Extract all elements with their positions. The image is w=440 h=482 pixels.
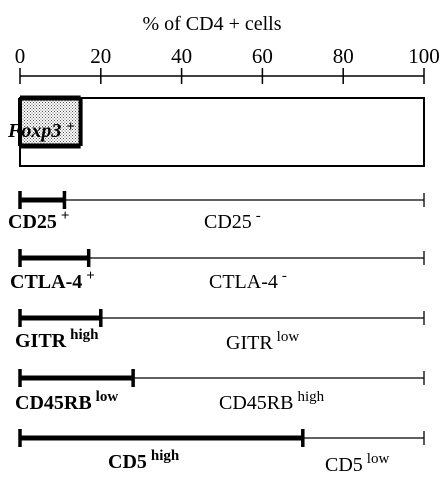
x-tick-label-40: 40: [171, 44, 193, 68]
row-cd5: [20, 429, 424, 476]
x-tick-label-0: 0: [14, 44, 26, 68]
x-tick-label-20: 20: [90, 44, 112, 68]
row-cd45rb: [15, 369, 424, 414]
row-left-label: GITR $^{high}$: [15, 327, 99, 352]
foxp3-label: Foxp3 +: [8, 119, 75, 142]
row-right-label: GITR $^{low}$: [226, 329, 300, 354]
row-left-label: CD45RB $^{low}$: [15, 389, 119, 414]
row-right-label: CD45RB $^{high}$: [219, 389, 325, 414]
row-right-label: CD5 $^{low}$: [325, 451, 390, 476]
row-right-label: CD25 -: [204, 208, 261, 233]
chart-title: % of CD4 + cells: [142, 13, 282, 35]
x-tick-label-80: 80: [332, 44, 354, 68]
row-right-label: CTLA-4 -: [209, 268, 287, 293]
row-ctla-4: [10, 249, 424, 293]
foxp3-box: [7, 98, 424, 166]
x-tick-label-60: 60: [251, 44, 273, 68]
row-gitr: [15, 309, 424, 354]
row-cd25: [8, 191, 424, 233]
row-left-label: CD25 +: [8, 208, 70, 233]
x-tick-label-100: 100: [408, 44, 440, 68]
marker-rows: [8, 191, 424, 476]
row-left-label: CTLA-4 +: [10, 268, 95, 293]
x-axis: [15, 44, 440, 84]
row-left-label: CD5 $^{high}$: [108, 448, 180, 473]
